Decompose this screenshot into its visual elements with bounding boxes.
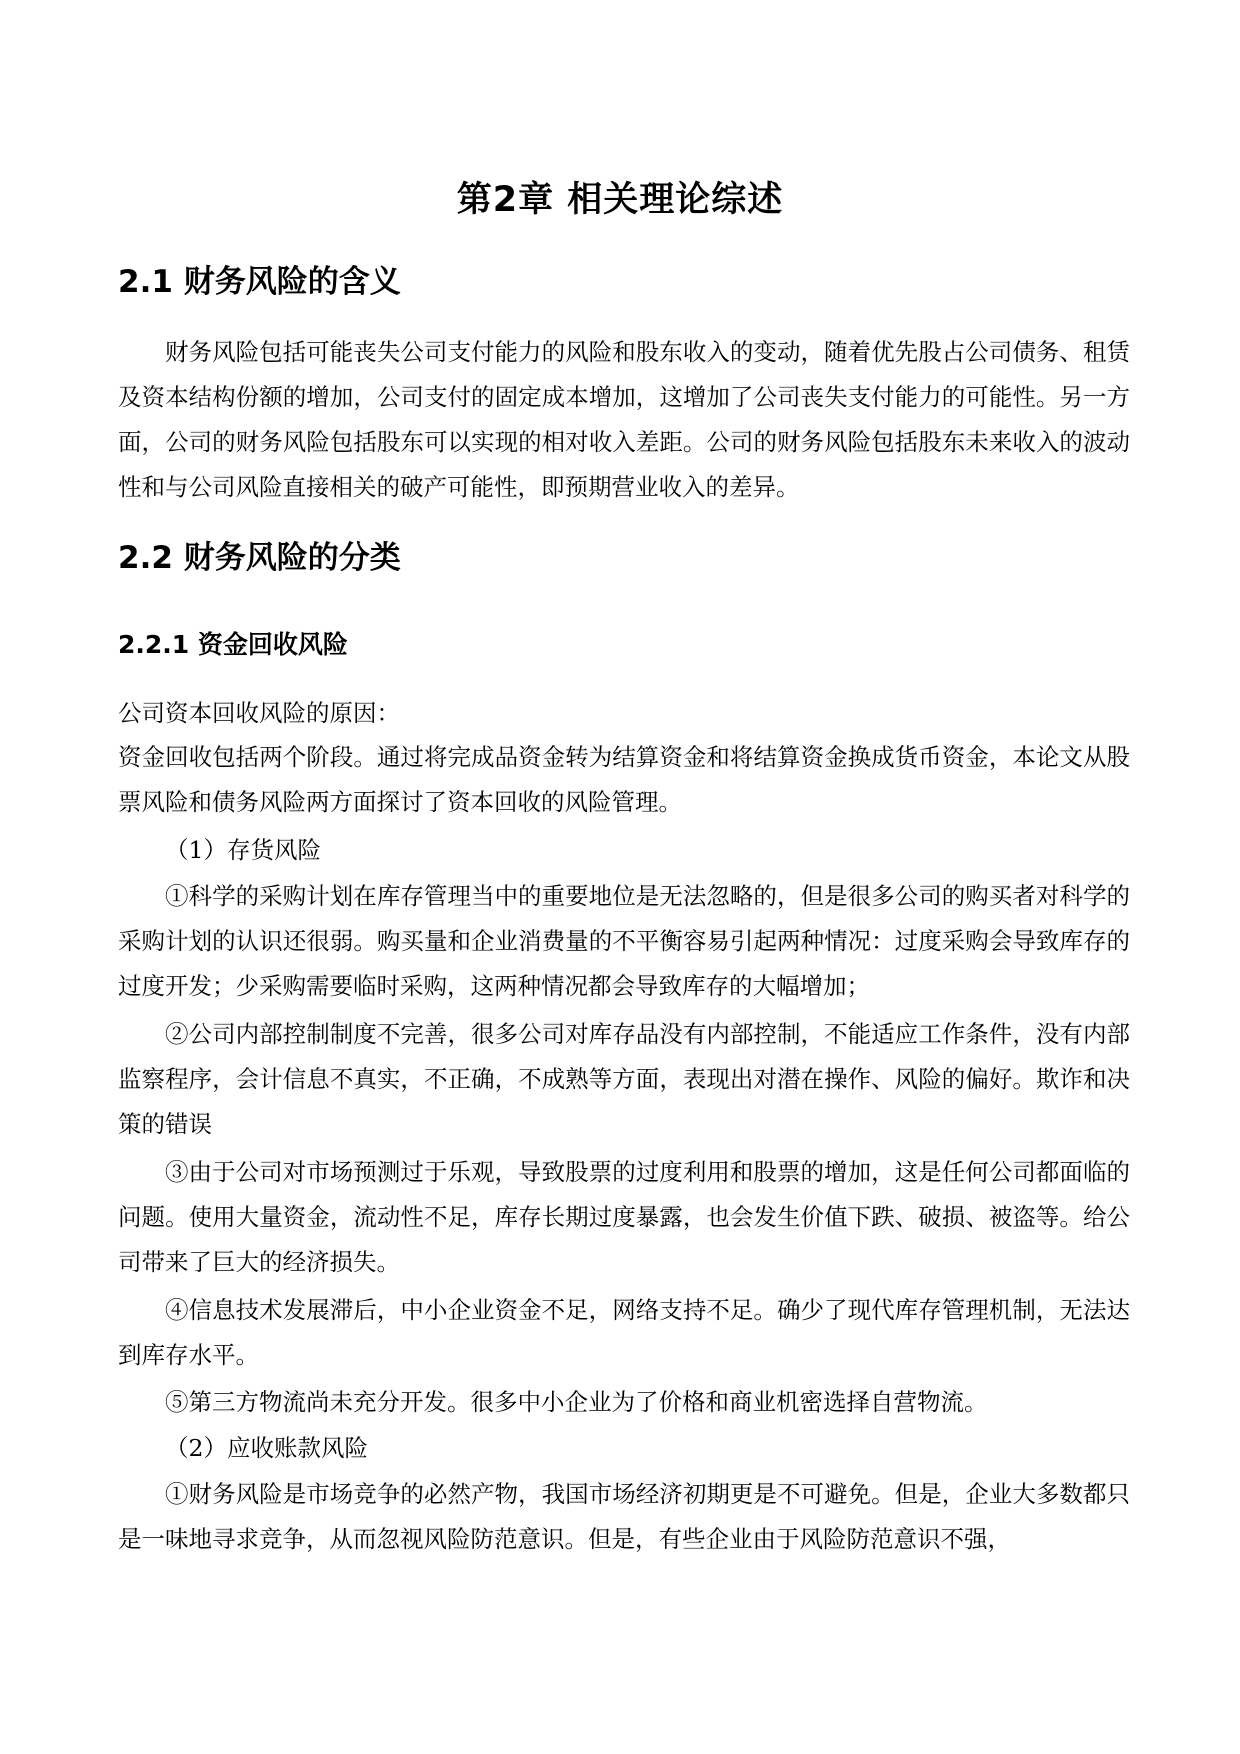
chapter-title: 第2章 相关理论综述 xyxy=(456,180,784,220)
item-2-point-1: ①财务风险是市场竞争的必然产物，我国市场经济初期更是不可避免。但是，企业大多数都只是一味地寻求竞争，从而忽视风险防范意识。但是，有些企业由于风险防范意识不强， xyxy=(118,1480,1130,1553)
section-heading-2-2: 2.2 财务风险的分类 xyxy=(118,540,401,576)
item-1-point-1: ①科学的采购计划在库存管理当中的重要地位是无法忽略的，但是很多公司的购买者对科学的采购计划的认识还很弱。购买量和企业消费量的不平衡容易引起两种情况：过度采购会导致库存的过度开发；少采购需要临时采购，这两种情况都会导致库存的大幅增加； xyxy=(118,882,1130,1000)
section-heading-2-1: 2.1 财务风险的含义 xyxy=(118,264,401,300)
item-1-point-3: ③由于公司对市场预测过于乐观，导致股票的过度利用和股票的增加，这是任何公司都面临的问题。使用大量资金，流动性不足，库存长期过度暴露，也会发生价值下跌、破损、被盗等。给公司带来了巨大的经济损失。 xyxy=(118,1158,1130,1276)
item-1-point-4: ④信息技术发展滞后，中小企业资金不足，网络支持不足。确少了现代库存管理机制，无法达到库存水平。 xyxy=(118,1296,1130,1369)
item-1-point-2: ②公司内部控制制度不完善，很多公司对库存品没有内部控制，不能适应工作条件，没有内部监察程序，会计信息不真实，不正确，不成熟等方面，表现出对潜在操作、风险的偏好。欺诈和决策的错误 xyxy=(118,1020,1130,1138)
item-1-title: （1）存货风险 xyxy=(165,836,321,864)
reason-label: 公司资本回收风险的原因： xyxy=(118,699,400,727)
section-2-2-1-intro: 资金回收包括两个阶段。通过将完成品资金转为结算资金和将结算资金换成货币资金，本论文从股票风险和债务风险两方面探讨了资本回收的风险管理。 xyxy=(118,743,1130,816)
item-2-title: （2）应收账款风险 xyxy=(165,1434,368,1462)
item-1-point-5: ⑤第三方物流尚未充分开发。很多中小企业为了价格和商业机密选择自营物流。 xyxy=(165,1388,988,1416)
section-2-1-paragraph: 财务风险包括可能丧失公司支付能力的风险和股东收入的变动，随着优先股占公司债务、租赁及资本结构份额的增加，公司支付的固定成本增加，这增加了公司丧失支付能力的可能性。另一方面，公司的财务风险包括股东可以实现的相对收入差距。公司的财务风险包括股东未来收入的波动性和与公司风险直接相关的破产可能性，即预期营业收入的差异。 xyxy=(118,338,1130,501)
section-heading-2-2-1: 2.2.1 资金回收风险 xyxy=(118,630,348,659)
